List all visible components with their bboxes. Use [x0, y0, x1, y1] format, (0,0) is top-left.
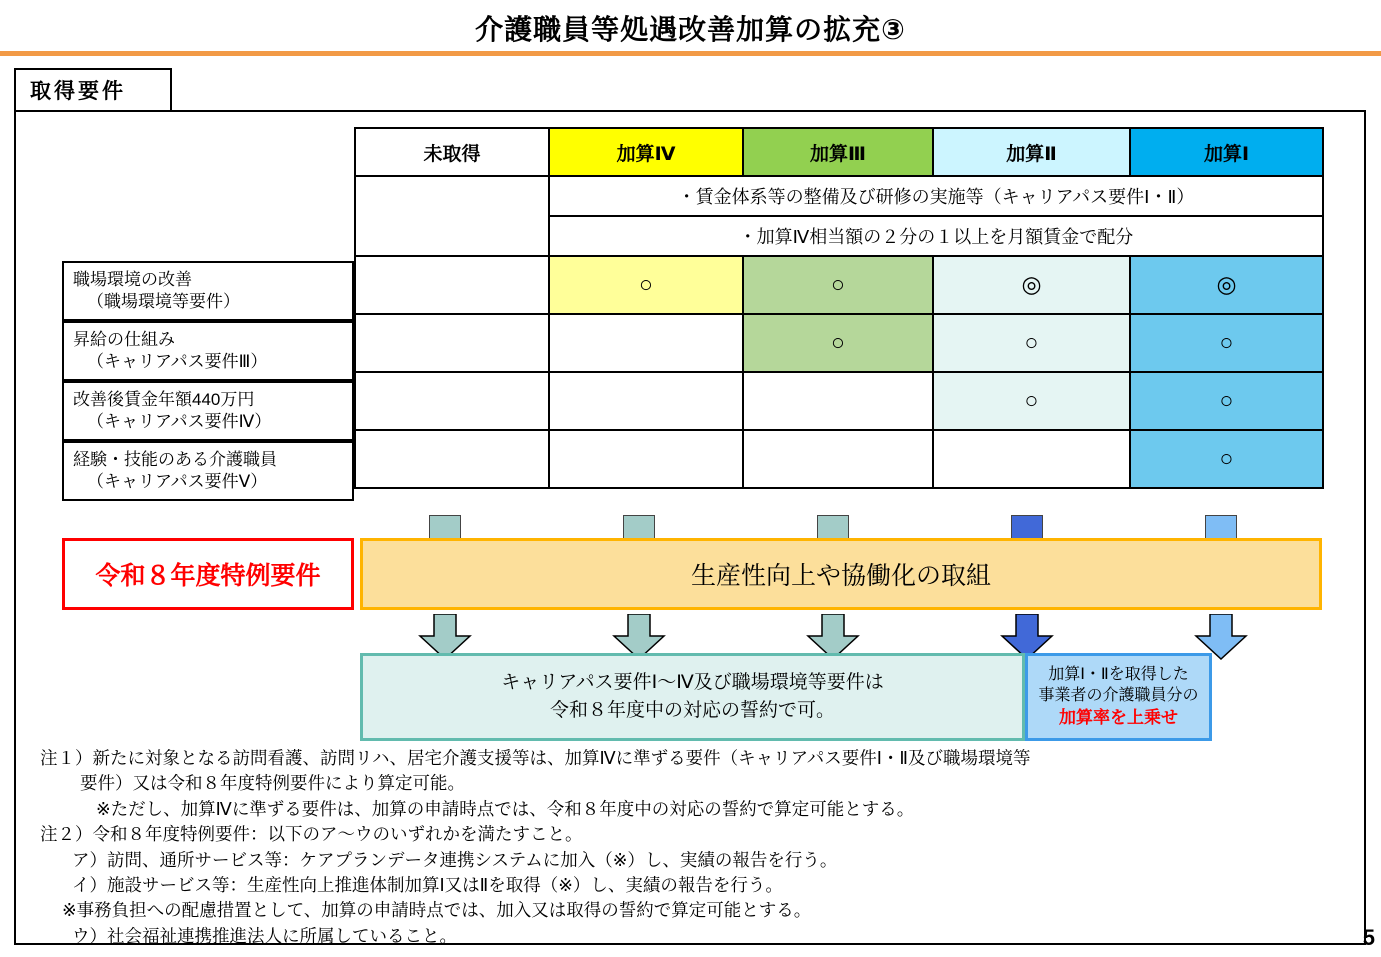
column-header-grade3: 加算Ⅲ	[743, 128, 933, 176]
cell-r4-grade3	[743, 430, 933, 488]
uplift-line3-highlight: 加算率を上乗せ	[1059, 707, 1178, 727]
cell-r1-grade2	[933, 256, 1130, 314]
cell-r4-grade2	[933, 430, 1130, 488]
cell-r3-grade1	[1130, 372, 1323, 430]
cell-r4-grade4	[549, 430, 743, 488]
table-row-career-path-1-2	[355, 176, 1323, 216]
mark-circle: ○	[1219, 329, 1234, 355]
cell-r1-grade3	[743, 256, 933, 314]
cell-r2-grade2	[933, 314, 1130, 372]
table-header-row	[355, 128, 1323, 176]
mark-circle: ○	[1219, 387, 1234, 413]
cell-r1-grade4	[549, 256, 743, 314]
cell-r3-grade4	[549, 372, 743, 430]
productivity-initiative-label: 生産性向上や協働化の取組	[690, 562, 991, 590]
cell-r2-grade1	[1130, 314, 1323, 372]
cell-r2-none	[355, 314, 549, 372]
row-label-line2: （キャリアパス要件Ⅲ）	[87, 351, 268, 371]
spanned-requirement-1: ・賃金体系等の整備及び研修の実施等（キャリアパス要件Ⅰ・Ⅱ）	[549, 176, 1323, 216]
table-row-annual-wage-4400000	[355, 372, 1323, 430]
table-row-pay-raise-system	[355, 314, 1323, 372]
footnote-1-line1: 注１）新たに対象となる訪問看護、訪問リハ、居宅介護支援等は、加算Ⅳに準ずる要件（キャリアパス要件Ⅰ・Ⅱ及び職場環境等	[40, 748, 1031, 768]
column-header-grade4: 加算Ⅳ	[549, 128, 743, 176]
mark-circle: ○	[831, 271, 845, 297]
page-title: 介護職員等処遇改善加算の拡充③	[475, 14, 906, 45]
cell-r4-grade1	[1130, 430, 1323, 488]
cell-r4-none	[355, 430, 549, 488]
footnotes	[40, 746, 1350, 949]
footnote-1-line2: 要件）又は令和８年度特例要件により算定可能。	[80, 773, 465, 794]
cell-r1-grade1	[1130, 256, 1323, 314]
row-label-annual-wage	[62, 381, 354, 441]
footnote-1-line3: ※ただし、加算Ⅳに準ずる要件は、加算の申請時点では、令和８年度中の対応の誓約で算定可能とする。	[96, 798, 915, 819]
row-label-pay-raise-system	[62, 321, 354, 381]
row-label-experienced-staff	[62, 441, 354, 501]
mark-circle: ○	[1024, 387, 1039, 413]
row-label-line2: （キャリアパス要件Ⅳ）	[87, 411, 272, 431]
column-header-grade1: 加算Ⅰ	[1130, 128, 1323, 176]
pledge-line2: 令和８年度中の対応の誓約で可。	[549, 700, 835, 721]
special-requirement-box	[62, 538, 354, 610]
row-label-line1: 経験・技能のある介護職員	[73, 450, 277, 469]
cell-r3-grade2	[933, 372, 1130, 430]
table-row-experienced-staff	[355, 430, 1323, 488]
cell-none-merged	[355, 176, 549, 256]
footnote-2-item-b: イ）施設サービス等：生産性向上推進体制加算Ⅰ又はⅡを取得（※）し、実績の報告を行う。	[72, 874, 783, 895]
cell-r1-none	[355, 256, 549, 314]
mark-double-circle: ◎	[1216, 271, 1237, 297]
row-label-line2: （職場環境等要件）	[87, 291, 240, 311]
section-tab-label: 取得要件	[30, 80, 126, 103]
cell-r2-grade3	[743, 314, 933, 372]
uplift-result-box	[1025, 653, 1212, 741]
pledge-result-box	[360, 653, 1025, 741]
table-row-workplace-environment	[355, 256, 1323, 314]
row-label-workplace-environment	[62, 261, 354, 321]
title-divider	[0, 51, 1381, 56]
uplift-line2: 事業者の介護職員分の	[1038, 686, 1199, 704]
section-tab-acquisition-requirements	[14, 68, 172, 112]
pledge-line1: キャリアパス要件Ⅰ～Ⅳ及び職場環境等要件は	[501, 672, 884, 694]
cell-r3-none	[355, 372, 549, 430]
row-label-line2: （キャリアパス要件Ⅴ）	[87, 471, 268, 491]
footnote-2-item-a: ア）訪問、通所サービス等：ケアプランデータ連携システムに加入（※）し、実績の報告を行う。	[72, 849, 838, 870]
mark-circle: ○	[1024, 329, 1039, 355]
mark-circle: ○	[831, 329, 845, 355]
cell-r3-grade3	[743, 372, 933, 430]
mark-circle: ○	[1219, 445, 1234, 471]
column-header-grade2: 加算Ⅱ	[933, 128, 1130, 176]
spanned-requirement-2: ・加算Ⅳ相当額の２分の１以上を月額賃金で配分	[549, 216, 1323, 256]
mark-circle: ○	[639, 271, 653, 297]
footnote-2-subnote: ※事務負担への配慮措置として、加算の申請時点では、加入又は取得の誓約で算定可能とする。	[62, 900, 812, 921]
uplift-line1: 加算Ⅰ・Ⅱを取得した	[1048, 666, 1189, 684]
column-header-none: 未取得	[355, 128, 549, 176]
cell-r2-grade4	[549, 314, 743, 372]
footnote-2-line1: 注２）令和８年度特例要件：以下のア～ウのいずれかを満たすこと。	[40, 824, 583, 845]
special-requirement-label: 令和８年度特例要件	[95, 562, 321, 590]
row-label-line1: 職場環境の改善	[73, 270, 192, 289]
page-number: 5	[1362, 925, 1375, 950]
row-label-line1: 昇給の仕組み	[73, 330, 175, 349]
requirements-table	[354, 127, 1324, 489]
footnote-2-item-c: ウ）社会福祉連携推進法人に所属していること。	[72, 925, 457, 946]
productivity-initiative-box	[360, 538, 1322, 610]
mark-double-circle: ◎	[1021, 271, 1042, 297]
row-label-line1: 改善後賃金年額440万円	[73, 390, 255, 409]
